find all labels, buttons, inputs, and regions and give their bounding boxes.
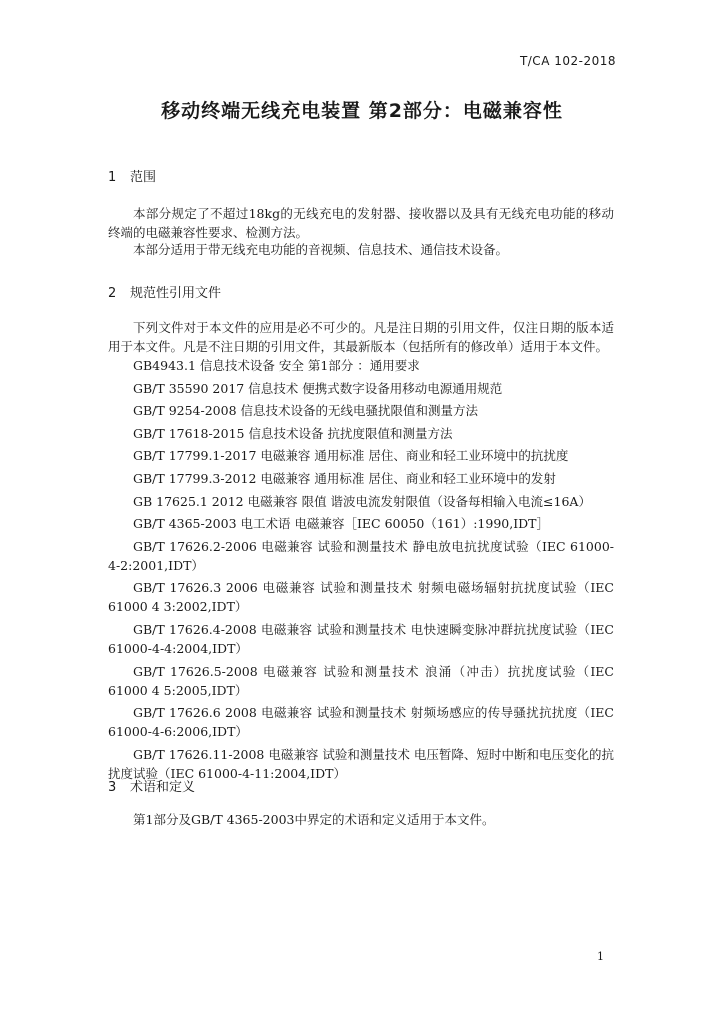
- document-title: 移动终端无线充电装置 第2部分：电磁兼容性: [161, 100, 563, 122]
- reference-item: GB/T 17799.1-2017 电磁兼容 通用标准 居住、商业和轻工业环境中的抗扰度: [133, 448, 569, 464]
- section-title: 规范性引用文件: [130, 286, 222, 301]
- reference-item: GB/T 17626.4-2008 电磁兼容 试验和测量技术 电快速瞬变脉冲群抗扰度试验（IEC 61000-4-4:2004,IDT）: [108, 621, 614, 656]
- section-3-heading: [108, 776, 195, 795]
- page-number: 1: [597, 950, 604, 963]
- section-title: 范围: [130, 170, 157, 185]
- section-1-heading: [108, 166, 156, 185]
- reference-item: GB/T 17626.6 2008 电磁兼容 试验和测量技术 射频场感应的传导骚扰抗扰度（IEC 61000-4-6:2006,IDT）: [108, 705, 614, 740]
- reference-item: GB/T 17626.2-2006 电磁兼容 试验和测量技术 静电放电抗扰度试验（IEC 61000-4-2:2001,IDT）: [108, 538, 614, 573]
- section-title: 术语和定义: [130, 780, 196, 795]
- reference-item: GB/T 17799.3-2012 电磁兼容 通用标准 居住、商业和轻工业环境中的发射: [133, 470, 556, 486]
- reference-item: GB4943.1 信息技术设备 安全 第1部分 ：通用要求: [133, 358, 420, 373]
- normative-references-list: [108, 356, 614, 786]
- reference-item: GB 17625.1 2012 电磁兼容 限值 谐波电流发射限值（设备每相输入电流≤16A）: [133, 493, 591, 509]
- reference-item: GB/T 17626.11-2008 电磁兼容 试验和测量技术 电压暂降、短时中断和电压变化的抗扰度试验（IEC 61000-4-11:2004,IDT）: [108, 746, 614, 781]
- section-2-heading: [108, 282, 221, 301]
- reference-item: GB/T 17626.3 2006 电磁兼容 试验和测量技术 射频电磁场辐射抗扰度试验（IEC 61000 4 3:2002,IDT）: [108, 580, 614, 615]
- section-1-paragraph-1: 本部分规定了不超过18kg的无线充电的发射器、接收器以及具有无线充电功能的移动终端的电磁兼容性要求、检测方法。: [108, 206, 614, 240]
- section-1-paragraph-2: 本部分适用于带无线充电功能的音视频、信息技术、通信技术设备。: [133, 242, 509, 257]
- reference-item: GB/T 35590 2017 信息技术 便携式数字设备用移动电源通用规范: [133, 380, 503, 396]
- section-number: 3: [108, 780, 117, 795]
- reference-item: GB/T 17618-2015 信息技术设备 抗扰度限值和测量方法: [133, 425, 453, 441]
- section-number: 1: [108, 170, 117, 185]
- section-number: 2: [108, 286, 117, 301]
- reference-item: GB/T 9254-2008 信息技术设备的无线电骚扰限值和测量方法: [133, 403, 479, 419]
- section-3-paragraph-1: 第1部分及GB/T 4365-2003中界定的术语和定义适用于本文件。: [133, 812, 495, 827]
- document-code: T/CA 102-2018: [519, 54, 616, 68]
- reference-item: GB/T 4365-2003 电工术语 电磁兼容［IEC 60050（161）:1990,IDT］: [133, 516, 550, 532]
- section-2-paragraph-1: 下列文件对于本文件的应用是必不可少的。凡是注日期的引用文件，仅注日期的版本适用于本文件。凡是不注日期的引用文件，其最新版本（包括所有的修改单）适用于本文件。: [108, 320, 614, 354]
- reference-item: GB/T 17626.5-2008 电磁兼容 试验和测量技术 浪涌（冲击）抗扰度试验（IEC 61000 4 5:2005,IDT）: [108, 663, 614, 698]
